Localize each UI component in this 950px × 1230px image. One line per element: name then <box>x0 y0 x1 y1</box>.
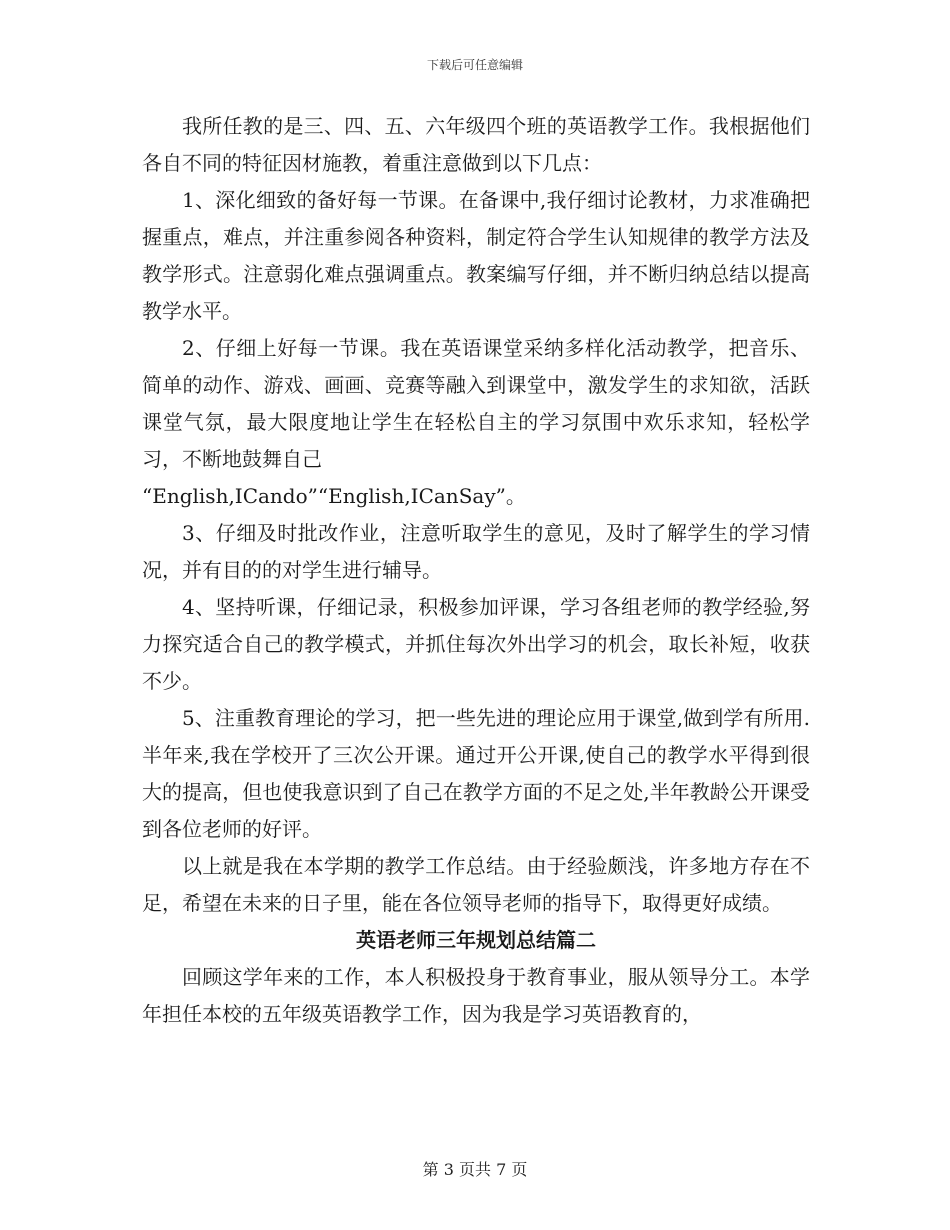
section-heading: 英语老师三年规划总结篇二 <box>356 928 596 952</box>
paragraph-item-2: 2、仔细上好每一节课。我在英语课堂采纳多样化活动教学，把音乐、简单的动作、游戏、画画、竞赛等融入到课堂中，激发学生的求知欲，活跃课堂气氛，最大限度地让学生在轻松自主的学习氛围中欢乐求知，轻松学习，不断地鼓舞自己 <box>142 336 810 471</box>
paragraph-section-two-intro: 回顾这学年来的工作，本人积极投身于教育事业，服从领导分工。本学年担任本校的五年级英语教学工作，因为我是学习英语教育的， <box>142 965 810 1026</box>
paragraph-conclusion: 以上就是我在本学期的教学工作总结。由于经验颇浅，许多地方存在不足，希望在未来的日子里，能在各位领导老师的指导下，取得更好成绩。 <box>142 854 810 915</box>
paragraph-item-5: 5、注重教育理论的学习，把一些先进的理论应用于课堂,做到学有所用.半年来,我在学校开了三次公开课。通过开公开课,使自己的教学水平得到很大的提高，但也使我意识到了自己在教学方面的不足之处,半年教龄公开课受到各位老师的好评。 <box>142 706 810 841</box>
paragraph-item-1: 1、深化细致的备好每一节课。在备课中,我仔细讨论教材，力求准确把握重点，难点，并注重参阅各种资料，制定符合学生认知规律的教学方法及教学形式。注意弱化难点强调重点。教案编写仔细，并不断归纳总结以提高教学水平。 <box>142 188 810 323</box>
paragraph-item-2-continued: “English,ICando”“English,ICanSay”。 <box>142 484 526 508</box>
document-body <box>142 108 810 1033</box>
page-footer: 第 3 页共 7 页 <box>422 1160 528 1179</box>
paragraph-intro: 我所任教的是三、四、五、六年级四个班的英语教学工作。我根据他们各自不同的特征因材施教，着重注意做到以下几点： <box>142 114 810 175</box>
page-header: 下载后可任意编辑 <box>426 58 523 72</box>
paragraph-item-3: 3、仔细及时批改作业，注意听取学生的意见，及时了解学生的学习情况，并有目的的对学生进行辅导。 <box>142 521 810 582</box>
paragraph-item-4: 4、坚持听课，仔细记录，积极参加评课，学习各组老师的教学经验,努力探究适合自己的教学模式，并抓住每次外出学习的机会，取长补短，收获不少。 <box>142 595 810 693</box>
